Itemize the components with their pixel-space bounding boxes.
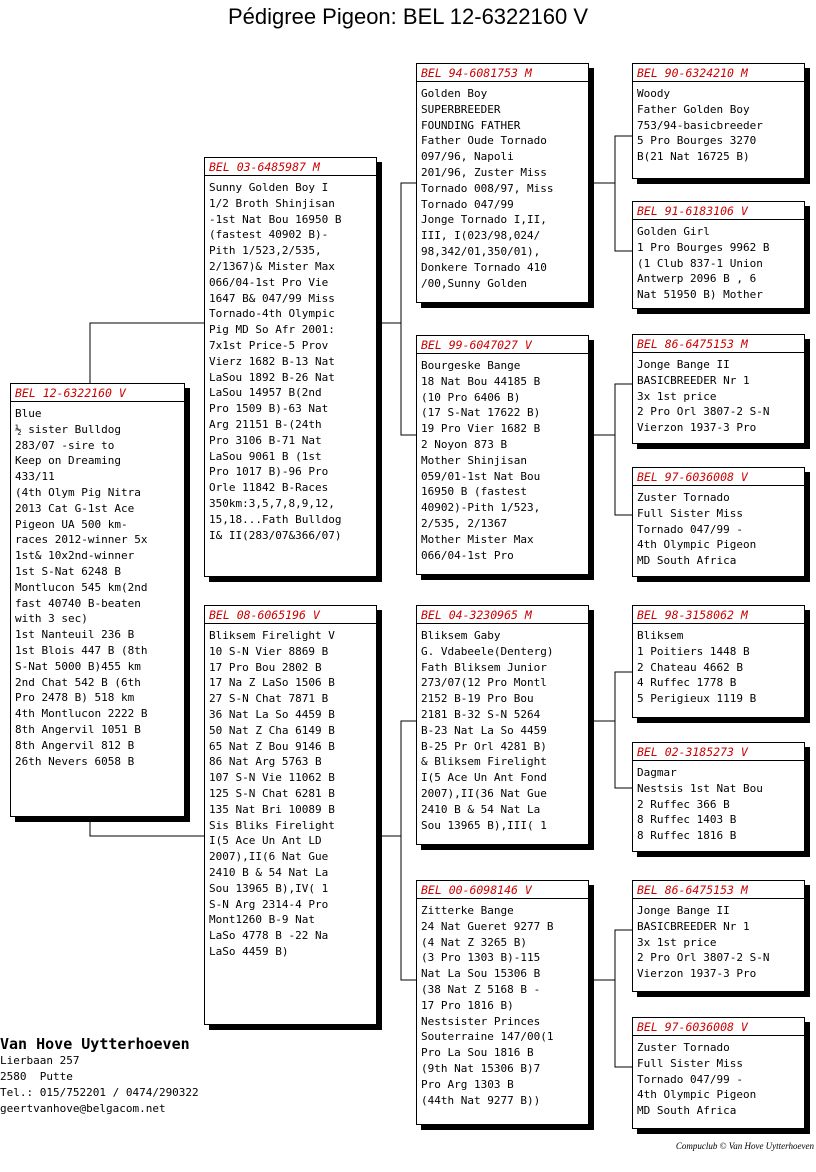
detail-line: Vierzon 1937-3 Pro [637, 421, 757, 435]
pigeon-details [637, 357, 800, 436]
pigeon-card-subject[interactable] [10, 383, 185, 817]
detail-line: G. Vdabeele(Denterg) [421, 644, 554, 658]
detail-line: Tornado 047/99 - [637, 1072, 743, 1086]
detail-line: S-N Arg 2314-4 Pro [209, 897, 329, 911]
detail-line: Bliksem Firelight V [209, 629, 335, 642]
ring-number: BEL 08-6065196 V [205, 608, 376, 624]
detail-line: 98,342/01,350/01), [421, 244, 541, 258]
pigeon-card-dds[interactable] [632, 880, 805, 992]
pigeon-details [421, 628, 584, 833]
detail-line: 1647 B& 047/99 Miss [209, 291, 335, 305]
pigeon-details [637, 765, 800, 844]
detail-line: 2410 B & 54 Nat La [209, 865, 329, 879]
pigeon-details [637, 1040, 800, 1119]
detail-line: Sis Bliks Firelight [209, 818, 335, 832]
detail-line: LaSou 9061 B (1st [209, 449, 322, 463]
owner-address-street: Lierbaan 257 [0, 1054, 80, 1067]
detail-line: Mont1260 B-9 Nat [209, 913, 315, 927]
pigeon-card-ssd[interactable] [632, 201, 805, 309]
detail-line: Pro 2478 B) 518 km [15, 691, 135, 705]
pigeon-card-dam-sire[interactable] [416, 605, 589, 845]
detail-line: Nat 51950 B) Mother [637, 288, 763, 302]
detail-line: 17 Pro 1816 B) [421, 998, 514, 1012]
ring-number: BEL 86-6475153 M [633, 337, 804, 353]
detail-line: 1st S-Nat 6248 B [15, 564, 121, 578]
pigeon-card-dsd[interactable] [632, 742, 805, 852]
detail-line: 1st& 10x2nd-winner [15, 549, 135, 563]
pigeon-card-sire-sire[interactable] [416, 63, 589, 303]
detail-line: (44th Nat 9277 B)) [421, 1093, 541, 1107]
detail-line: 059/01-1st Nat Bou [421, 469, 541, 483]
detail-line: Zuster Tornado [637, 491, 730, 504]
pigeon-card-dss[interactable] [632, 605, 805, 718]
detail-line: Antwerp 2096 B , 6 [637, 272, 757, 286]
detail-line: 4th Olympic Pigeon [637, 1088, 757, 1102]
detail-line: Tornado 047/99 - [637, 522, 743, 536]
detail-line: Sunny Golden Boy I [209, 181, 329, 194]
detail-line: Tornado-4th Olympic [209, 307, 335, 321]
detail-line: I(5 Ace Un Ant Fond [421, 771, 547, 785]
detail-line: 5 Pro Bourges 3270 [637, 134, 757, 148]
detail-line: Full Sister Miss [637, 506, 743, 520]
detail-line: SUPERBREEDER [421, 102, 501, 116]
ring-number: BEL 97-6036008 V [633, 1020, 804, 1036]
pigeon-card-sire[interactable] [204, 157, 377, 577]
pigeon-details [637, 86, 800, 165]
detail-line: ½ sister Bulldog [15, 422, 121, 436]
detail-line: 8th Angervil 812 B [15, 738, 135, 752]
detail-line: 135 Nat Bri 10089 B [209, 802, 335, 816]
detail-line: 107 S-N Vie 11062 B [209, 771, 335, 785]
detail-line: Pro 3106 B-71 Nat [209, 433, 322, 447]
ring-number: BEL 98-3158062 M [633, 608, 804, 624]
detail-line: 2 Chateau 4662 B [637, 660, 743, 674]
detail-line: FOUNDING FATHER [421, 118, 521, 132]
detail-line: 3x 1st price [637, 935, 717, 949]
pigeon-card-sdd[interactable] [632, 467, 805, 577]
detail-line: 2007),II(6 Nat Gue [209, 850, 329, 864]
detail-line: 433/11 [15, 470, 55, 484]
detail-line: 27 S-N Chat 7871 B [209, 692, 329, 706]
pigeon-details [637, 903, 800, 982]
detail-line: Sou 13965 B),III( 1 [421, 818, 547, 832]
detail-line: Montlucon 545 km(2nd [15, 580, 148, 594]
detail-line: 7x1st Price-5 Prov [209, 338, 329, 352]
detail-line: 1st Nanteuil 236 B [15, 628, 135, 642]
detail-line: 2 Pro Orl 3807-2 S-N [637, 951, 770, 965]
pigeon-card-dam[interactable] [204, 605, 377, 1025]
detail-line: 26th Nevers 6058 B [15, 754, 135, 768]
detail-line: 066/04-1st Pro Vie [209, 275, 329, 289]
detail-line: 4 Ruffec 1778 B [637, 676, 737, 690]
ring-number: BEL 99-6047027 V [417, 338, 588, 354]
detail-line: Mother Shinjisan [421, 453, 527, 467]
detail-line: (3 Pro 1303 B)-115 [421, 951, 541, 965]
detail-line: fast 40740 B-beaten [15, 596, 141, 610]
detail-line: & Bliksem Firelight [421, 755, 547, 769]
detail-line: I(5 Ace Un Ant LD [209, 834, 322, 848]
detail-line: Zuster Tornado [637, 1041, 730, 1054]
detail-line: MD South Africa [637, 1104, 737, 1118]
pigeon-details [637, 628, 800, 707]
detail-line: (4th Olym Pig Nitra [15, 485, 141, 499]
detail-line: 19 Pro Vier 1682 B [421, 422, 541, 436]
ring-number: BEL 03-6485987 M [205, 160, 376, 176]
ring-number: BEL 86-6475153 M [633, 883, 804, 899]
detail-line: Vierzon 1937-3 Pro [637, 967, 757, 981]
detail-line: Nestsis 1st Nat Bou [637, 781, 763, 795]
detail-line: 350km:3,5,7,8,9,12, [209, 496, 335, 510]
detail-line: 1st Blois 447 B (8th [15, 643, 148, 657]
detail-line: (38 Nat Z 5168 B - [421, 982, 541, 996]
detail-line: 4th Olympic Pigeon [637, 538, 757, 552]
detail-line: Tornado 008/97, Miss [421, 181, 554, 195]
detail-line: 2/1367)& Mister Max [209, 259, 335, 273]
owner-phone: Tel.: 015/752201 / 0474/290322 [0, 1086, 199, 1099]
detail-line: BASICBREEDER Nr 1 [637, 919, 750, 933]
detail-line: -1st Nat Bou 16950 B [209, 212, 342, 226]
pigeon-card-sire-dam[interactable] [416, 335, 589, 575]
detail-line: 4th Montlucon 2222 B [15, 707, 148, 721]
detail-line: 86 Nat Arg 5763 B [209, 755, 322, 769]
detail-line: Orle 11842 B-Races [209, 481, 329, 495]
detail-line: 2013 Cat G-1st Ace [15, 501, 135, 515]
detail-line: 753/94-basicbreeder [637, 118, 763, 132]
detail-line: Jonge Tornado I,II, [421, 213, 547, 227]
detail-line: MD South Africa [637, 554, 737, 568]
detail-line: Nat La Sou 15306 B [421, 967, 541, 981]
detail-line: LaSou 1892 B-26 Nat [209, 370, 335, 384]
ring-number: BEL 02-3185273 V [633, 745, 804, 761]
detail-line: 2 Ruffec 366 B [637, 797, 730, 811]
ring-number: BEL 90-6324210 M [633, 66, 804, 82]
detail-line: 8 Ruffec 1816 B [637, 829, 737, 843]
detail-line: Zitterke Bange [421, 904, 514, 917]
detail-line: 2/535, 2/1367 [421, 516, 508, 530]
detail-line: Souterraine 147/00(1 [421, 1030, 554, 1044]
detail-line: 283/07 -sire to [15, 438, 115, 452]
detail-line: Arg 21151 B-(24th [209, 417, 322, 431]
pigeon-card-sss[interactable] [632, 63, 805, 179]
detail-line: B-25 Pr Orl 4281 B) [421, 739, 547, 753]
detail-line: (17 S-Nat 17622 B) [421, 406, 541, 420]
detail-line: Pro La Sou 1816 B [421, 1046, 534, 1060]
detail-line: BASICBREEDER Nr 1 [637, 373, 750, 387]
pigeon-details [209, 180, 372, 543]
owner-email[interactable]: geertvanhove@belgacom.net [0, 1102, 166, 1115]
detail-line: 2152 B-19 Pro Bou [421, 692, 534, 706]
pigeon-details [421, 358, 584, 563]
detail-line: Donkere Tornado 410 [421, 260, 547, 274]
detail-line: 16950 B (fastest [421, 485, 527, 499]
detail-line: III, I(023/98,024/ [421, 229, 541, 243]
detail-line: Tornado 047/99 [421, 197, 514, 211]
detail-line: Woody [637, 87, 671, 100]
detail-line: 201/96, Zuster Miss [421, 165, 547, 179]
detail-line: Dagmar [637, 766, 677, 779]
detail-line: races 2012-winner 5x [15, 533, 148, 547]
pigeon-details [421, 86, 584, 291]
detail-line: Jonge Bange II [637, 358, 730, 371]
detail-line: Jonge Bange II [637, 904, 730, 917]
footer-credit: Compuclub © Van Hove Uytterhoeven [675, 1141, 814, 1151]
detail-line: Vierz 1682 B-13 Nat [209, 354, 335, 368]
detail-line: Bourgeske Bange [421, 359, 521, 372]
detail-line: 10 S-N Vier 8869 B [209, 644, 329, 658]
detail-line: with 3 sec) [15, 612, 88, 626]
detail-line: 3x 1st price [637, 389, 717, 403]
detail-line: (9th Nat 15306 B)7 [421, 1061, 541, 1075]
ring-number: BEL 04-3230965 M [417, 608, 588, 624]
detail-line: 2 Pro Orl 3807-2 S-N [637, 405, 770, 419]
detail-line: Keep on Dreaming [15, 454, 121, 468]
detail-line: LaSo 4778 B -22 Na [209, 929, 329, 943]
detail-line: 1 Poitiers 1448 B [637, 644, 750, 658]
detail-line: 2nd Chat 542 B (6th [15, 675, 141, 689]
ring-number: BEL 97-6036008 V [633, 470, 804, 486]
detail-line: Nestsister Princes [421, 1014, 541, 1028]
detail-line: (1 Club 837-1 Union [637, 256, 763, 270]
detail-line: 125 S-N Chat 6281 B [209, 786, 335, 800]
page-title: Pédigree Pigeon: BEL 12-6322160 V [227, 4, 588, 29]
ring-number: BEL 12-6322160 V [11, 386, 184, 402]
detail-line: 17 Na Z LaSo 1506 B [209, 676, 335, 690]
detail-line: 1/2 Broth Shinjisan [209, 196, 335, 210]
detail-line: 65 Nat Z Bou 9146 B [209, 739, 335, 753]
owner-info [0, 1035, 199, 1117]
detail-line: Pith 1/523,2/535, [209, 244, 322, 258]
detail-line: Pig MD So Afr 2001: [209, 323, 335, 337]
pigeon-details [15, 406, 180, 769]
detail-line: 097/96, Napoli [421, 150, 514, 164]
detail-line: Sou 13965 B),IV( 1 [209, 881, 329, 895]
detail-line: 17 Pro Bou 2802 B [209, 660, 322, 674]
detail-line: Bliksem Gaby [421, 629, 501, 642]
detail-line: 5 Perigieux 1119 B [637, 692, 757, 706]
detail-line: Golden Boy [421, 87, 488, 100]
detail-line: Bliksem [637, 629, 684, 642]
ring-number: BEL 00-6098146 V [417, 883, 588, 899]
pigeon-details [209, 628, 372, 960]
detail-line: Mother Mister Max [421, 532, 534, 546]
detail-line: 2410 B & 54 Nat La [421, 802, 541, 816]
detail-line: B(21 Nat 16725 B) [637, 150, 750, 164]
pigeon-card-dam-dam[interactable] [416, 880, 589, 1125]
detail-line: Blue [15, 407, 42, 420]
detail-line: 50 Nat Z Cha 6149 B [209, 723, 335, 737]
detail-line: 273/07(12 Pro Montl [421, 676, 547, 690]
owner-address-city: 2580 Putte [0, 1070, 73, 1083]
detail-line: 15,18...Fath Bulldog [209, 512, 342, 526]
detail-line: Father Oude Tornado [421, 134, 547, 148]
detail-line: Pigeon UA 500 km- [15, 517, 128, 531]
detail-line: (10 Pro 6406 B) [421, 390, 521, 404]
detail-line: (fastest 40902 B)- [209, 228, 329, 242]
detail-line: 36 Nat La So 4459 B [209, 707, 335, 721]
detail-line: 8th Angervil 1051 B [15, 722, 141, 736]
pigeon-details [637, 490, 800, 569]
ring-number: BEL 94-6081753 M [417, 66, 588, 82]
detail-line: LaSo 4459 B) [209, 944, 289, 958]
detail-line: Fath Bliksem Junior [421, 660, 547, 674]
detail-line: 40902)-Pith 1/523, [421, 501, 541, 515]
detail-line: 1 Pro Bourges 9962 B [637, 240, 770, 254]
detail-line: Pro Arg 1303 B [421, 1077, 514, 1091]
pigeon-details [637, 224, 800, 303]
detail-line: S-Nat 5000 B)455 km [15, 659, 141, 673]
detail-line: 2 Noyon 873 B [421, 437, 508, 451]
detail-line: 18 Nat Bou 44185 B [421, 374, 541, 388]
detail-line: 8 Ruffec 1403 B [637, 813, 737, 827]
detail-line: 2181 B-32 S-N 5264 [421, 707, 541, 721]
detail-line: Father Golden Boy [637, 102, 750, 116]
detail-line: (4 Nat Z 3265 B) [421, 935, 527, 949]
detail-line: B-23 Nat La So 4459 [421, 723, 547, 737]
detail-line: 24 Nat Gueret 9277 B [421, 919, 554, 933]
detail-line: Pro 1017 B)-96 Pro [209, 465, 329, 479]
detail-line: /00,Sunny Golden [421, 276, 527, 290]
detail-line: 066/04-1st Pro [421, 548, 514, 562]
detail-line: I& II(283/07&366/07) [209, 528, 342, 542]
detail-line: Pro 1509 B)-63 Nat [209, 402, 329, 416]
detail-line: LaSou 14957 B(2nd [209, 386, 322, 400]
owner-name: Van Hove Uytterhoeven [0, 1035, 190, 1053]
pigeon-card-ddd[interactable] [632, 1017, 805, 1129]
pigeon-details [421, 903, 584, 1108]
ring-number: BEL 91-6183106 V [633, 204, 804, 220]
detail-line: 2007),II(36 Nat Gue [421, 786, 547, 800]
detail-line: Golden Girl [637, 225, 710, 238]
pigeon-card-sds[interactable] [632, 334, 805, 444]
detail-line: Full Sister Miss [637, 1056, 743, 1070]
